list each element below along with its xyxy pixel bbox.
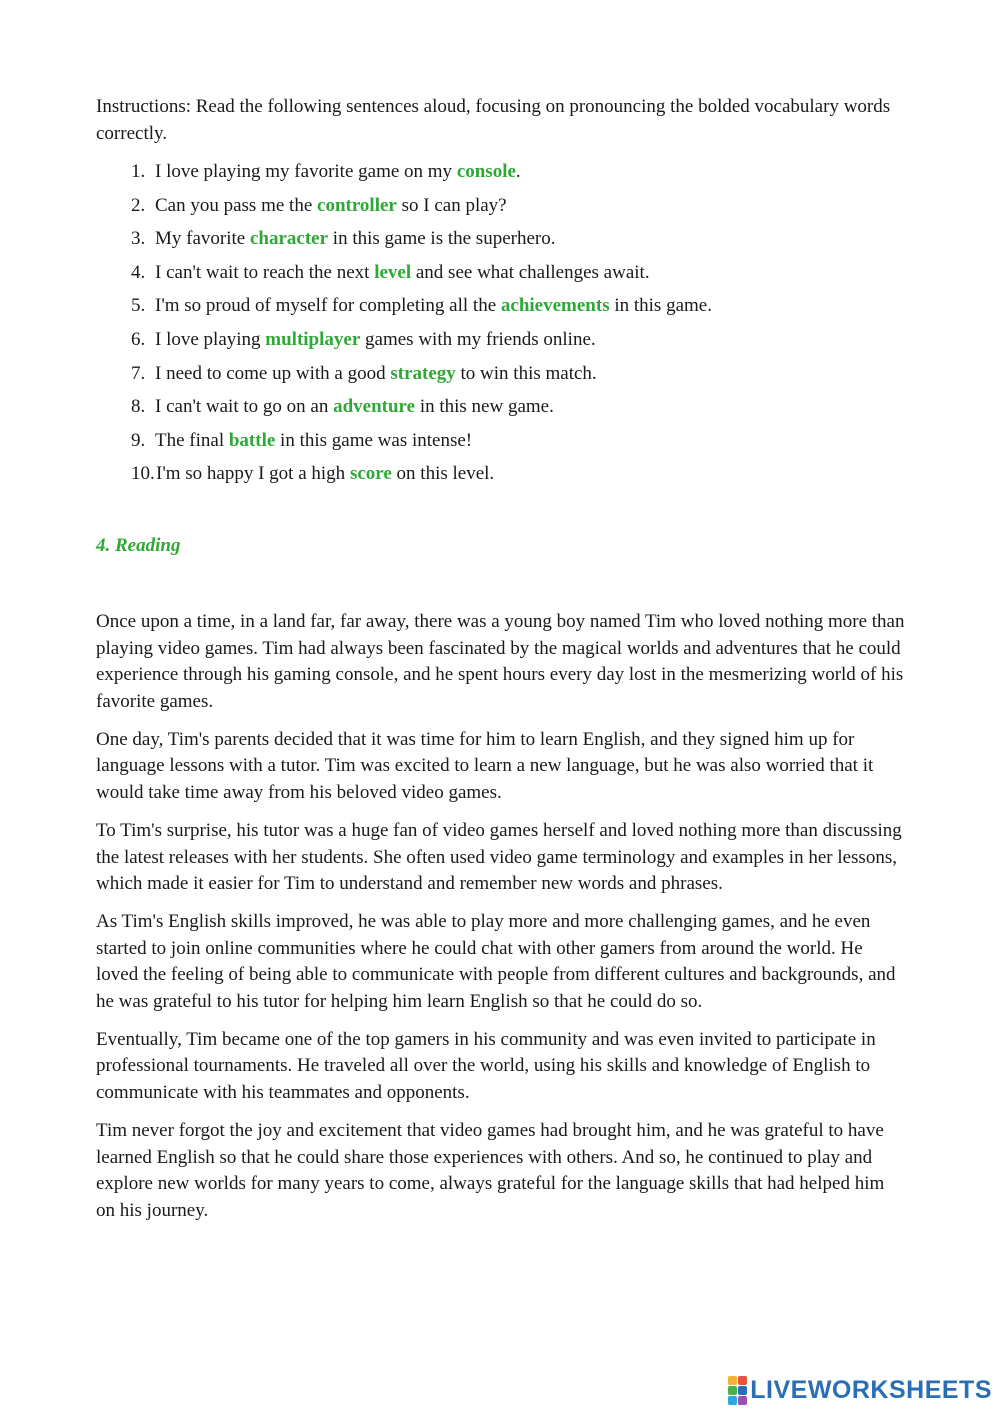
sentence-text: I'm so proud of myself for completing all the (155, 295, 501, 317)
sentence-text: Can you pass me the (155, 194, 318, 216)
worksheet-page (96, 93, 906, 1236)
vocab-keyword: multiplayer (265, 328, 361, 350)
sentence-text: in this new game. (415, 396, 554, 418)
logo-text: LIVEWORKSHEETS (750, 1375, 992, 1404)
sentence-text: My favorite (155, 228, 250, 250)
sentence-text: I can't wait to go on an (155, 396, 334, 418)
sentence-text: so I can play? (396, 194, 507, 216)
reading-story (96, 609, 906, 1225)
vocab-keyword: strategy (390, 362, 456, 384)
liveworksheets-logo (728, 1375, 992, 1405)
list-item (96, 192, 906, 226)
list-item-number: 2. (131, 194, 146, 216)
sentence-text: I need to come up with a good (155, 362, 391, 384)
instructions-text: Instructions: Read the following sentences aloud, focusing on pronouncing the bolded vocabulary words correctly. (96, 96, 891, 144)
sentence-text: The final (155, 429, 229, 451)
list-item (96, 427, 906, 461)
story-paragraph: Eventually, Tim became one of the top gamers in his community and was even invited to participate in professional tournaments. He traveled all over the world, using his skills and knowledge of English to communicate with his teammates and opponents. (96, 1028, 876, 1104)
vocab-keyword: console (456, 161, 516, 182)
liveworksheets-logo-icon (728, 1376, 747, 1405)
story-paragraph: Tim never forgot the joy and excitement that video games had brought him, and he was grateful to have learned English so that he could share those experiences with others. And so, he continued to play and explore new worlds for many years to come, always grateful for the language skills that had helped him on his journey. (96, 1119, 885, 1221)
sentence-text: and see what challenges await. (411, 261, 650, 283)
story-paragraph: To Tim's surprise, his tutor was a huge fan of video games herself and loved nothing more than discussing the latest releases with her students. She often used video game terminology and examples in her lessons, which made it easier for Tim to understand and remember new words and phrases. (96, 819, 902, 895)
list-item-number: 3. (131, 228, 146, 250)
list-item-number: 6. (131, 328, 146, 350)
vocab-keyword: adventure (333, 396, 416, 418)
list-item-number: 9. (131, 429, 146, 451)
reading-section-heading: 4. Reading (96, 534, 181, 556)
list-item (96, 292, 906, 326)
list-item-number: 8. (131, 396, 146, 418)
vocab-keyword: character (249, 228, 329, 250)
vocabulary-sentence-list (96, 158, 906, 494)
list-item-number: 4. (131, 261, 146, 283)
list-item (96, 259, 906, 293)
sentence-text: I'm so happy I got a high (156, 463, 350, 485)
story-paragraph: Once upon a time, in a land far, far away, there was a young boy named Tim who loved nothing more than playing video games. Tim had always been fascinated by the magical worlds and adventures that he could experience through his gaming console, and he spent hours every day lost in the mesmerizing world of his favorite games. (96, 610, 905, 713)
vocab-keyword: controller (317, 194, 397, 216)
list-item (96, 225, 906, 259)
sentence-text: I love playing my favorite game on my (155, 161, 457, 182)
sentence-text: in this game. (609, 295, 712, 317)
vocab-keyword: level (374, 261, 412, 283)
list-item-number: 7. (131, 362, 146, 384)
sentence-text: games with my friends online. (360, 328, 596, 350)
sentence-text: in this game was intense! (275, 429, 473, 451)
list-item (96, 393, 906, 427)
list-item (96, 326, 906, 360)
list-item (96, 158, 906, 192)
sentence-text: in this game is the superhero. (328, 228, 556, 250)
vocab-keyword: battle (228, 429, 276, 451)
sentence-text: to win this match. (455, 362, 597, 384)
vocab-keyword: achievements (500, 295, 610, 317)
vocab-keyword: score (349, 463, 392, 485)
list-item-number: 1. (131, 161, 146, 182)
list-item (96, 360, 906, 394)
list-item (96, 460, 906, 494)
list-item-number: 5. (131, 295, 146, 317)
sentence-text: I can't wait to reach the next (155, 261, 375, 283)
story-paragraph: As Tim's English skills improved, he was able to play more and more challenging games, and he even started to join online communities where he could chat with other gamers from around the world. He loved the feeling of being able to communicate with people from different cultures and backgrounds, and he was grateful to his tutor for helping him learn English so that he could do so. (96, 910, 896, 1013)
list-item-number: 10. (131, 463, 155, 485)
story-paragraph: One day, Tim's parents decided that it was time for him to learn English, and they signed him up for language lessons with a tutor. Tim was excited to learn a new language, but he was also worried that it would take time away from his beloved video games. (96, 728, 874, 804)
sentence-text: . (515, 161, 521, 182)
sentence-text: I love playing (155, 328, 266, 350)
sentence-text: on this level. (391, 463, 495, 485)
